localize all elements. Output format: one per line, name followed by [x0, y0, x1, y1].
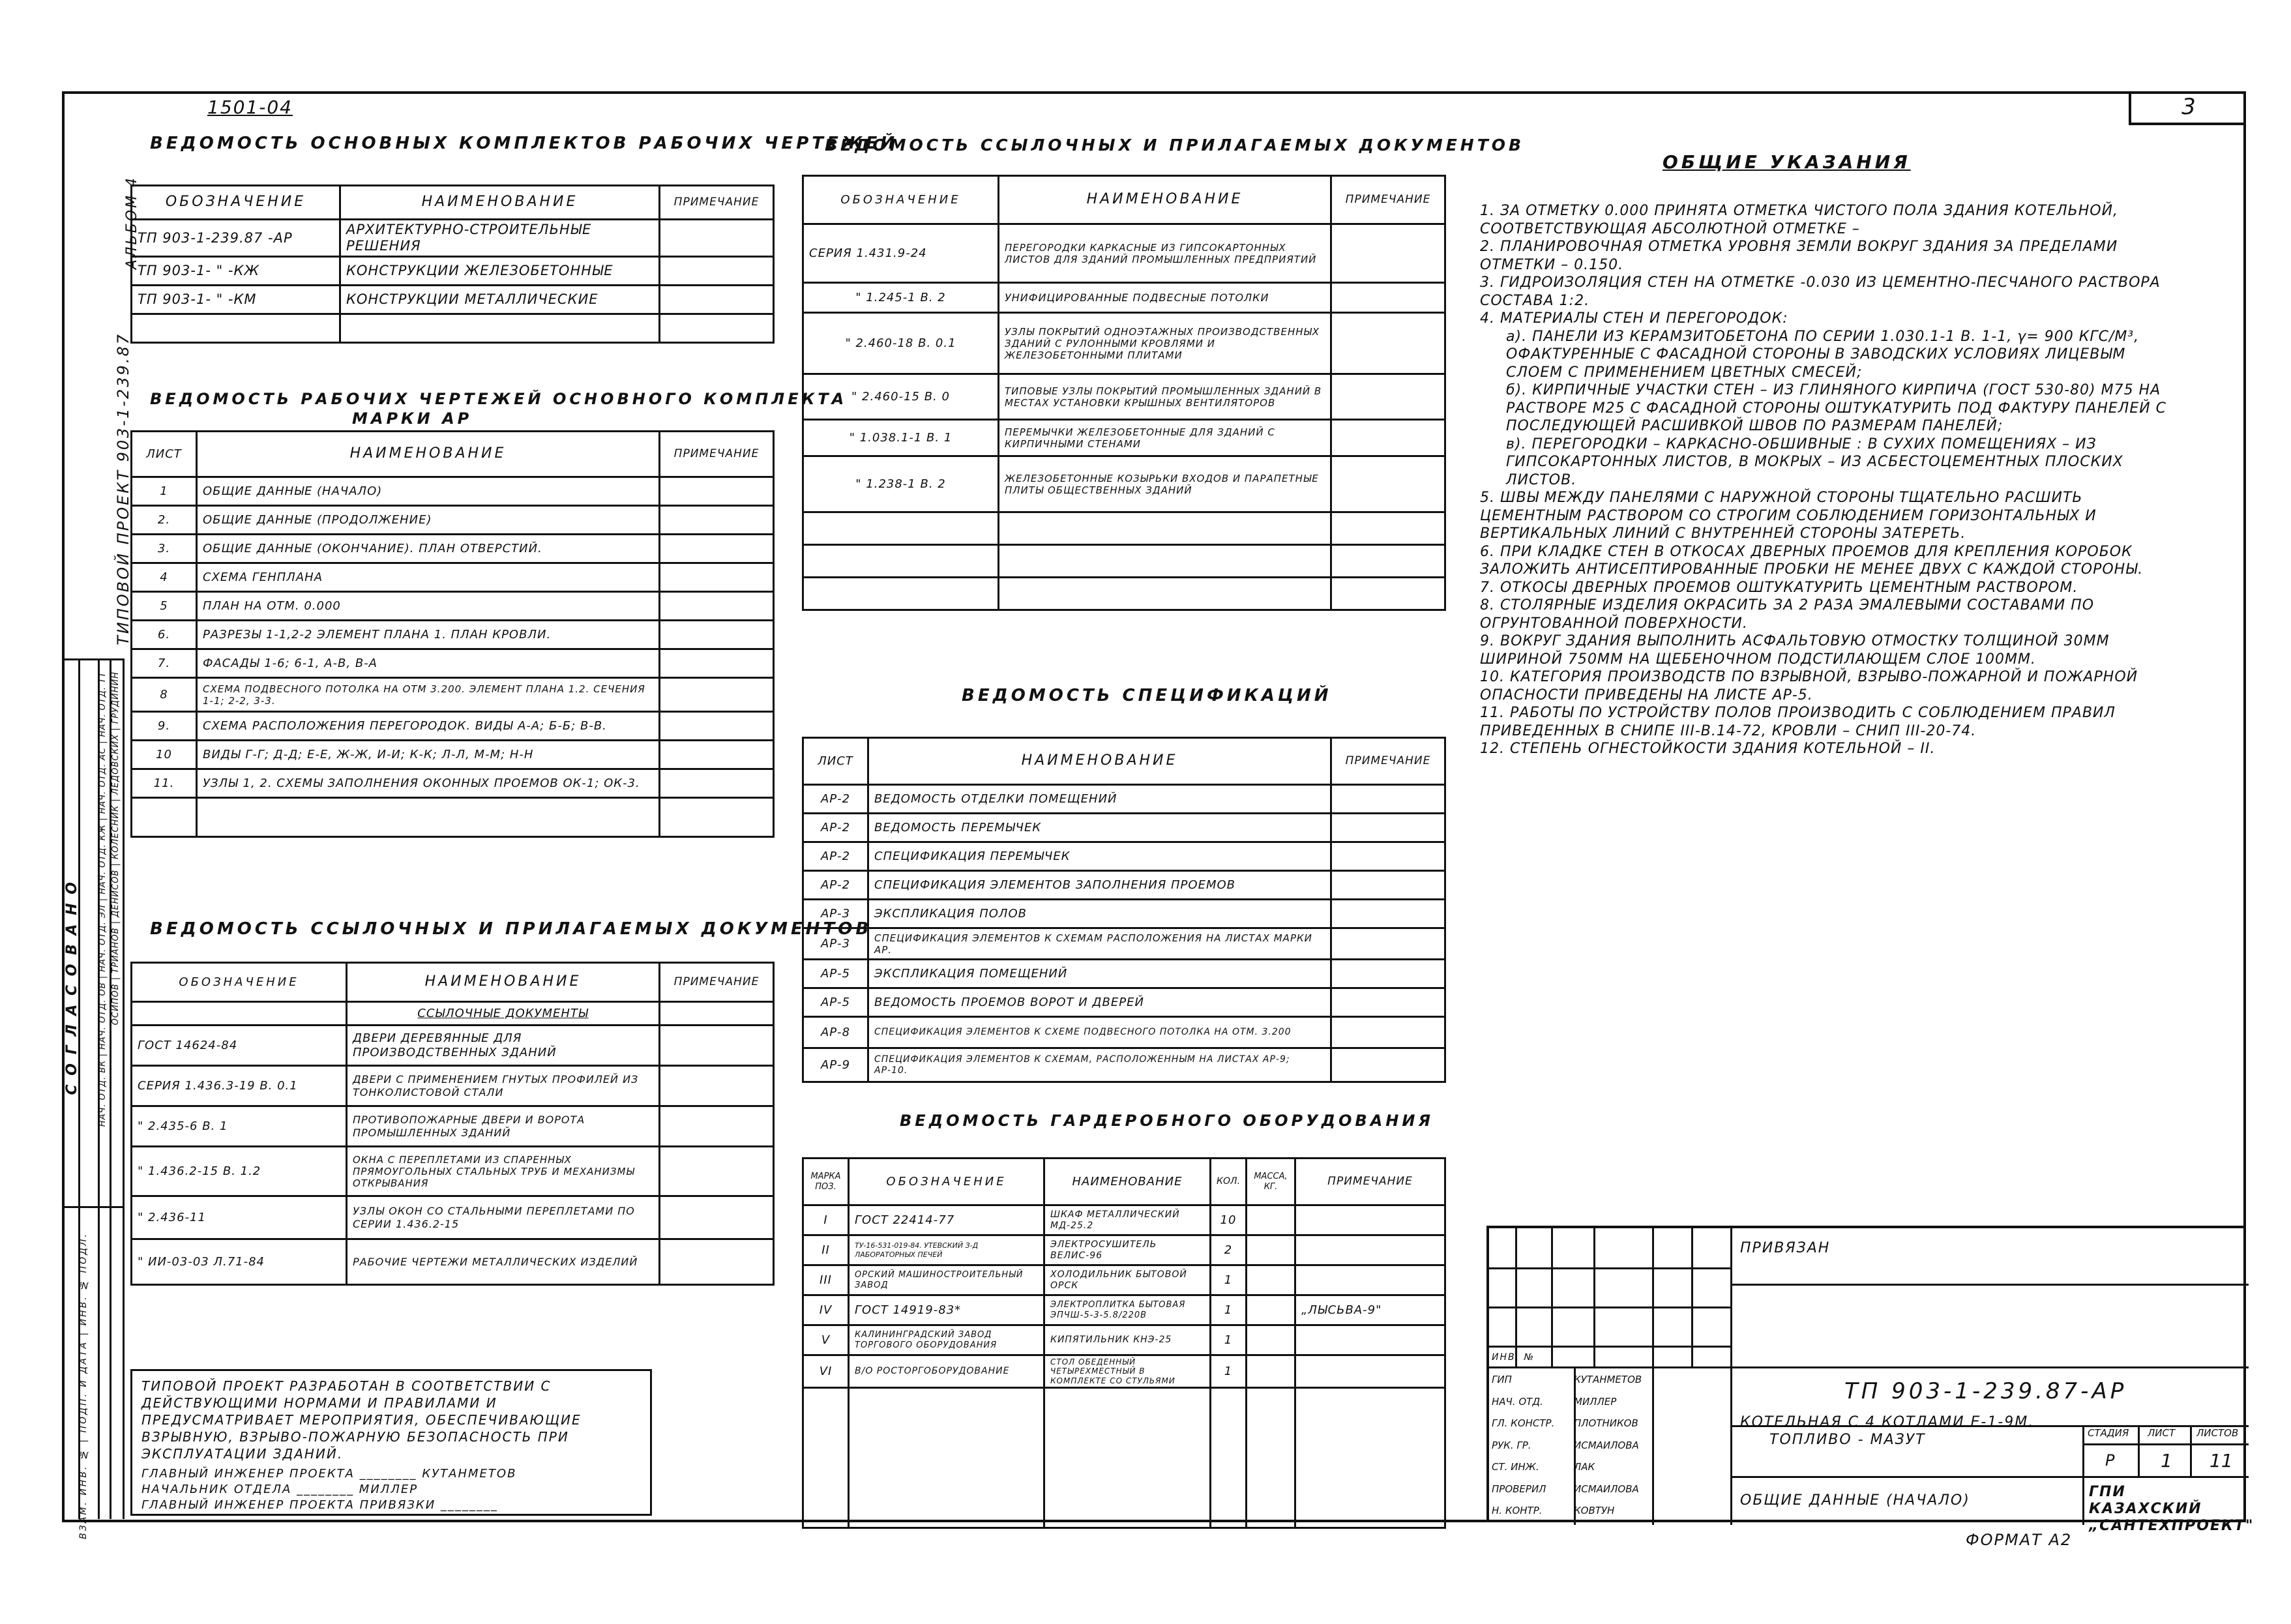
col-name: НАИМЕНОВАНИЕ: [340, 186, 660, 220]
table-row: 9. СХЕМА РАСПОЛОЖЕНИЯ ПЕРЕГОРОДОК. ВИДЫ А-А; Б-Б; В-В.: [132, 712, 774, 741]
table-row: 4 СХЕМА ГЕНПЛАНА: [132, 563, 774, 592]
table-row: [803, 578, 1445, 610]
organization: ГПИ КАЗАХСКИЙ „САНТЕХПРОЕКТ": [2089, 1484, 2254, 1534]
table-row: " 2.435-6 В. 1 ПРОТИВОПОЖАРНЫЕ ДВЕРИ И ВОРОТА ПРОМЫШЛЕННЫХ ЗДАНИЙ: [132, 1106, 774, 1147]
table-row: АР-2 СПЕЦИФИКАЦИЯ ПЕРЕМЫЧЕК: [803, 842, 1445, 871]
main-sets-table: [130, 185, 775, 344]
ref-left-table: ОБОЗНАЧЕНИЕ НАИМЕНОВАНИЕ ПРИМЕЧАНИЕ ССЫЛОЧНЫЕ ДОКУМЕНТЫ ГОСТ 14624-84 ДВЕРИ ДЕРЕВЯННЫЕ ДЛЯ ПРОИЗВОДСТВЕННЫХ ЗДАНИЙ СЕРИЯ 1.436.3-19 В. 0.1 ДВЕРИ С ПРИМЕНЕНИЕМ ГНУТЫХ ПРОФИЛЕЙ ИЗ ТОНКОЛИСТОВОЙ СТАЛИ " 2.435-6 В. 1 ПРОТИВОПОЖАРНЫЕ ДВЕРИ И ВОРОТА ПРОМЫШЛЕННЫХ ЗДАНИЙ " 1.436.2-15 В. 1.2 ОКНА С ПЕРЕПЛЕТАМИ ИЗ СПАРЕННЫХ ПРЯМОУГОЛЬНЫХ СТАЛЬНЫХ ТРУБ И МЕХАНИЗМЫ ОТКРЫВАНИЯ " 2.436-11 УЗЛЫ ОКОН СО СТАЛЬНЫМИ ПЕРЕПЛЕТАМИ ПО СЕРИИ 1.436.2-15 " ИИ-03-03 Л.71-84 РАБОЧИЕ ЧЕРТЕЖИ МЕТАЛЛИЧЕСКИХ ИЗДЕЛИЙ: [130, 962, 775, 1286]
table-row: V КАЛИНИНГРАДСКИЙ ЗАВОД ТОРГОВОГО ОБОРУДОВАНИЯ КИПЯТИЛЬНИК КНЭ-25 1: [803, 1325, 1445, 1355]
staff-list: ГИП КУТАНМЕТОВ НАЧ. ОТД. МИЛЛЕР ГЛ. КОНСТР. ПЛОТНИКОВ РУК. ГР. ИСМАИЛОВА СТ. ИНЖ. ЛАК ПРОВЕРИЛ ИСМАИЛОВА Н. КОНТР. КОВТУН: [1492, 1374, 1642, 1516]
table-row: АР-2 ВЕДОМОСТЬ ПЕРЕМЫЧЕК: [803, 814, 1445, 842]
table-row: 5 ПЛАН НА ОТМ. 0.000: [132, 592, 774, 621]
attach-label: ПРИВЯЗАН: [1740, 1240, 1831, 1256]
page-number: 3: [2181, 94, 2196, 120]
sheet-value: 1: [2161, 1450, 2172, 1471]
agreed-label: С О Г Л А С О В А Н О: [64, 880, 80, 1095]
table-row: АР-8 СПЕЦИФИКАЦИЯ ЭЛЕМЕНТОВ К СХЕМЕ ПОДВЕСНОГО ПОТОЛКА НА ОТМ. 3.200: [803, 1017, 1445, 1048]
table-row: СЕРИЯ 1.431.9-24 ПЕРЕГОРОДКИ КАРКАСНЫЕ ИЗ ГИПСОКАРТОННЫХ ЛИСТОВ ДЛЯ ЗДАНИЙ ПРОМЫШЛЕННЫХ ПРЕДПРИЯТИЙ: [803, 224, 1445, 283]
note-item: 11. РАБОТЫ ПО УСТРОЙСТВУ ПОЛОВ ПРОИЗВОДИТЬ С СОБЛЮДЕНИЕМ ПРАВИЛ ПРИВЕДЕННЫХ В СНИПЕ III-В.14-72, КРОВЛИ – СНИП III-20-74.: [1480, 705, 2121, 739]
sheets-label: ЛИСТОВ: [2196, 1427, 2239, 1439]
note-item: 6. ПРИ КЛАДКЕ СТЕН В ОТКОСАХ ДВЕРНЫХ ПРОЕМОВ ДЛЯ КРЕПЛЕНИЯ КОРОБОК ЗАЛОЖИТЬ АНТИСЕПТИРОВАННЫЕ ПРОБКИ НЕ МЕНЕЕ ДВУХ С КАЖДОЙ СТОРОНЫ.: [1480, 543, 2144, 578]
sheet-name: ОБЩИЕ ДАННЫЕ (НАЧАЛО): [1740, 1492, 1970, 1509]
table-row: " 1.436.2-15 В. 1.2 ОКНА С ПЕРЕПЛЕТАМИ ИЗ СПАРЕННЫХ ПРЯМОУГОЛЬНЫХ СТАЛЬНЫХ ТРУБ И МЕХАНИЗМЫ ОТКРЫВАНИЯ: [132, 1147, 774, 1196]
stamp-labels: ВЗАМ. ИНВ. № | ПОДП. И ДАТА | ИНВ. № ПОДЛ.: [78, 1232, 89, 1539]
sheet-label: ЛИСТ: [2148, 1427, 2176, 1439]
agreement-names: ОСИПОВ | ТРИАНОВ | ДЕНИСОВ | КОЛЕСНИК | ЛЕДОВСКИХ | ГРУДИНИН: [111, 672, 121, 1026]
table-row: ТП 903-1-239.87 -АР АРХИТЕКТУРНО-СТРОИТЕЛЬНЫЕ РЕШЕНИЯ: [132, 220, 774, 257]
album-label: АЛЬБОМ 4: [124, 176, 140, 270]
ref-right-table: ОБОЗНАЧЕНИЕ НАИМЕНОВАНИЕ ПРИМЕЧАНИЕ СЕРИЯ 1.431.9-24 ПЕРЕГОРОДКИ КАРКАСНЫЕ ИЗ ГИПСОКАРТОННЫХ ЛИСТОВ ДЛЯ ЗДАНИЙ ПРОМЫШЛЕННЫХ ПРЕДПРИЯТИЙ " 1.245-1 В. 2 УНИФИЦИРОВАННЫЕ ПОДВЕСНЫЕ ПОТОЛКИ " 2.460-18 В. 0.1 УЗЛЫ ПОКРЫТИЙ ОДНОЭТАЖНЫХ ПРОИЗВОДСТВЕННЫХ ЗДАНИЙ С РУЛОННЫМИ КРОВЛЯМИ И ЖЕЛЕЗОБЕТОННЫМИ ПЛИТАМИ " 2.460-15 В. 0 ТИПОВЫЕ УЗЛЫ ПОКРЫТИЙ ПРОМЫШЛЕННЫХ ЗДАНИЙ В МЕСТАХ УСТАНОВКИ КРЫШНЫХ ВЕНТИЛЯТОРОВ " 1.038.1-1 В. 1 ПЕРЕМЫЧКИ ЖЕЛЕЗОБЕТОННЫЕ ДЛЯ ЗДАНИЙ С КИРПИЧНЫМИ СТЕНАМИ " 1.238-1 В. 2 ЖЕЛЕЗОБЕТОННЫЕ КОЗЫРЬКИ ВХОДОВ И ПАРАПЕТНЫЕ ПЛИТЫ ОБЩЕСТВЕННЫХ ЗДАНИЙ: [802, 175, 1446, 611]
note-item: 12. СТЕПЕНЬ ОГНЕСТОЙКОСТИ ЗДАНИЯ КОТЕЛЬНОЙ – II.: [1480, 741, 1936, 757]
note-item: б). КИРПИЧНЫЕ УЧАСТКИ СТЕН – ИЗ ГЛИНЯНОГО КИРПИЧА (ГОСТ 530-80) М75 НА РАСТВОРЕ М25 С ФАСАДНОЙ СТОРОНЫ ОШТУКАТУРИТЬ ПОД ФАКТУРУ ПАНЕЛЕЙ С ПОСЛЕДУЮЩЕЙ РАСШИВКОЙ ШВОВ ПО РАЗМЕРАМ ПАНЕЛЕЙ;: [1506, 382, 2172, 434]
specs-table: ЛИСТ НАИМЕНОВАНИЕ ПРИМЕЧАНИЕ АР-2 ВЕДОМОСТЬ ОТДЕЛКИ ПОМЕЩЕНИЙ АР-2 ВЕДОМОСТЬ ПЕРЕМЫЧЕК АР-2 СПЕЦИФИКАЦИЯ ПЕРЕМЫЧЕК АР-2 СПЕЦИФИКАЦИЯ ЭЛЕМЕНТОВ ЗАПОЛНЕНИЯ ПРОЕМОВ АР-3 ЭКСПЛИКАЦИЯ ПОЛОВ АР-3 СПЕЦИФИКАЦИЯ ЭЛЕМЕНТОВ К СХЕМАМ РАСПОЛОЖЕНИЯ НА ЛИСТАХ МАРКИ АР. АР-5 ЭКСПЛИКАЦИЯ ПОМЕЩЕНИЙ АР-5 ВЕДОМОСТЬ ПРОЕМОВ ВОРОТ И ДВЕРЕЙ АР-8 СПЕЦИФИКАЦИЯ ЭЛЕМЕНТОВ К СХЕМЕ ПОДВЕСНОГО ПОТОЛКА НА ОТМ. 3.200 АР-9 СПЕЦИФИКАЦИЯ ЭЛЕМЕНТОВ К СХЕМАМ, РАСПОЛОЖЕННЫМ НА ЛИСТАХ АР-9; АР-10.: [802, 737, 1446, 1083]
sheets-value: 11: [2210, 1450, 2233, 1471]
signer-row: ГЛАВНЫЙ ИНЖЕНЕР ПРОЕКТА ПРИВЯЗКИ ________: [141, 1498, 498, 1512]
col-note: ПРИМЕЧАНИЕ: [660, 186, 774, 220]
note-item: 2. ПЛАНИРОВОЧНАЯ ОТМЕТКА УРОВНЯ ЗЕМЛИ ВОКРУГ ЗДАНИЯ ЗА ПРЕДЕЛАМИ ОТМЕТКИ – 0.150.: [1480, 239, 2123, 273]
agreement-strip: [64, 658, 125, 1539]
table-row: [803, 512, 1445, 545]
page-number-box: [2129, 91, 2246, 125]
notes-title: ОБЩИЕ УКАЗАНИЯ: [1663, 151, 1911, 173]
table-row: 8 СХЕМА ПОДВЕСНОГО ПОТОЛКА НА ОТМ 3.200. ЭЛЕМЕНТ ПЛАНА 1.2. СЕЧЕНИЯ 1-1; 2-2, 3-3.: [132, 678, 774, 712]
table-row: IV ГОСТ 14919-83* ЭЛЕКТРОПЛИТКА БЫТОВАЯ ЭПЧШ-5-3-5.8/220В 1 „ЛЫСЬВА-9": [803, 1295, 1445, 1325]
note-item: 4. МАТЕРИАЛЫ СТЕН И ПЕРЕГОРОДОК:: [1480, 310, 1788, 327]
table-row: ГОСТ 14624-84 ДВЕРИ ДЕРЕВЯННЫЕ ДЛЯ ПРОИЗВОДСТВЕННЫХ ЗДАНИЙ: [132, 1026, 774, 1066]
table-row: " 1.038.1-1 В. 1 ПЕРЕМЫЧКИ ЖЕЛЕЗОБЕТОННЫЕ ДЛЯ ЗДАНИЙ С КИРПИЧНЫМИ СТЕНАМИ: [803, 420, 1445, 456]
table-row: АР-2 СПЕЦИФИКАЦИЯ ЭЛЕМЕНТОВ ЗАПОЛНЕНИЯ ПРОЕМОВ: [803, 871, 1445, 900]
table-row: [803, 545, 1445, 578]
table-row: СЕРИЯ 1.436.3-19 В. 0.1 ДВЕРИ С ПРИМЕНЕНИЕМ ГНУТЫХ ПРОФИЛЕЙ ИЗ ТОНКОЛИСТОВОЙ СТАЛИ: [132, 1066, 774, 1106]
table-row: 10 ВИДЫ Г-Г; Д-Д; Е-Е, Ж-Ж, И-И; К-К; Л-Л, М-М; Н-Н: [132, 741, 774, 769]
document-number: ТП 903-1-239.87-АР: [1844, 1378, 2127, 1404]
note-item: 10. КАТЕГОРИЯ ПРОИЗВОДСТВ ПО ВЗРЫВНОЙ, ВЗРЫВО-ПОЖАРНОЙ И ПОЖАРНОЙ ОПАСНОСТИ ПРИВЕДЕНЫ НА ЛИСТЕ АР-5.: [1480, 669, 2144, 703]
object-name: КОТЕЛЬНАЯ С 4 КОТЛАМИ Е-1-9М.: [1740, 1414, 2035, 1430]
note-item: 9. ВОКРУГ ЗДАНИЯ ВЫПОЛНИТЬ АСФАЛЬТОВУЮ ОТМОСТКУ ТОЛЩИНОЙ 30ММ ШИРИНОЙ 750ММ НА ЩЕБЕНОЧНОМ ПОДСТИЛАЮЩЕМ СЛОЕ 100ММ.: [1480, 633, 2115, 668]
general-notes: [1480, 202, 2171, 758]
title-block: [1486, 1226, 2254, 1534]
table-row: 11. УЗЛЫ 1, 2. СХЕМЫ ЗАПОЛНЕНИЯ ОКОННЫХ ПРОЕМОВ ОК-1; ОК-3.: [132, 769, 774, 798]
table-row: 6. РАЗРЕЗЫ 1-1,2-2 ЭЛЕМЕНТ ПЛАНА 1. ПЛАН КРОВЛИ.: [132, 621, 774, 649]
table-row: АР-5 ЭКСПЛИКАЦИЯ ПОМЕЩЕНИЙ: [803, 960, 1445, 988]
doc-code: 1501-04: [207, 96, 293, 118]
col-designation: ОБОЗНАЧЕНИЕ: [132, 186, 340, 220]
table-row: " 2.460-15 В. 0 ТИПОВЫЕ УЗЛЫ ПОКРЫТИЙ ПРОМЫШЛЕННЫХ ЗДАНИЙ В МЕСТАХ УСТАНОВКИ КРЫШНЫХ ВЕНТИЛЯТОРОВ: [803, 374, 1445, 420]
table-row: 7. ФАСАДЫ 1-6; 6-1, А-В, В-А: [132, 649, 774, 678]
format-label: ФОРМАТ А2: [1966, 1531, 2073, 1549]
note-item: 8. СТОЛЯРНЫЕ ИЗДЕЛИЯ ОКРАСИТЬ ЗА 2 РАЗА ЭМАЛЕВЫМИ СОСТАВАМИ ПО ОГРУНТОВАННОЙ ПОВЕРХНОСТИ.: [1480, 597, 2100, 632]
table-row: 2. ОБЩИЕ ДАННЫЕ (ПРОДОЛЖЕНИЕ): [132, 506, 774, 535]
note-item: в). ПЕРЕГОРОДКИ – КАРКАСНО-ОБШИВНЫЕ : В СУХИХ ПОМЕЩЕНИЯХ – ИЗ ГИПСОКАРТОННЫХ ЛИСТОВ, В МОКРЫХ – ИЗ АСБЕСТОЦЕМЕНТНЫХ ПЛОСКИХ ЛИСТОВ.: [1506, 436, 2129, 488]
drawings-title: ВЕДОМОСТЬ РАБОЧИХ ЧЕРТЕЖЕЙ ОСНОВНОГО КОМПЛЕКТА: [150, 390, 848, 408]
table-row: АР-3 СПЕЦИФИКАЦИЯ ЭЛЕМЕНТОВ К СХЕМАМ РАСПОЛОЖЕНИЯ НА ЛИСТАХ МАРКИ АР.: [803, 928, 1445, 960]
wardrobe-title: ВЕДОМОСТЬ ГАРДЕРОБНОГО ОБОРУДОВАНИЯ: [900, 1112, 1434, 1130]
table-row: [132, 314, 774, 343]
table-row: " 1.245-1 В. 2 УНИФИЦИРОВАННЫЕ ПОДВЕСНЫЕ ПОТОЛКИ: [803, 283, 1445, 313]
declaration-box: [130, 1369, 652, 1516]
table-row: " 2.436-11 УЗЛЫ ОКОН СО СТАЛЬНЫМИ ПЕРЕПЛЕТАМИ ПО СЕРИИ 1.436.2-15: [132, 1196, 774, 1239]
signer-row: НАЧАЛЬНИК ОТДЕЛА ________ МИЛЛЕР: [141, 1483, 419, 1496]
ref-left-title: ВЕДОМОСТЬ ССЫЛОЧНЫХ И ПРИЛАГАЕМЫХ ДОКУМЕНТОВ: [150, 919, 872, 939]
stage-value: Р: [2105, 1451, 2115, 1469]
table-row: ТП 903-1- " -КМ КОНСТРУКЦИИ МЕТАЛЛИЧЕСКИЕ: [132, 286, 774, 314]
agreement-roles: НАЧ. ОТД. ВК | НАЧ. ОТД. ОВ | НАЧ. ОТД. ЭЛ | НАЧ. ОТД. КЖ | НАЧ. ОТД. АС | НАЧ. ОТД. ТТ: [98, 672, 108, 1127]
table-row: 1 ОБЩИЕ ДАННЫЕ (НАЧАЛО): [132, 477, 774, 506]
table-row: I ГОСТ 22414-77 ШКАФ МЕТАЛЛИЧЕСКИЙ МД-25.2 10: [803, 1205, 1445, 1235]
stage-label: СТАДИЯ: [2088, 1427, 2129, 1439]
table-row: 3. ОБЩИЕ ДАННЫЕ (ОКОНЧАНИЕ). ПЛАН ОТВЕРСТИЙ.: [132, 535, 774, 563]
ref-section-label: ССЫЛОЧНЫЕ ДОКУМЕНТЫ: [347, 1002, 660, 1026]
note-item: 1. ЗА ОТМЕТКУ 0.000 ПРИНЯТА ОТМЕТКА ЧИСТОГО ПОЛА ЗДАНИЯ КОТЕЛЬНОЙ, СООТВЕТСТВУЮЩАЯ АБСОЛЮТНОЙ ОТМЕТКЕ –: [1480, 203, 2124, 237]
ref-right-title: ВЕДОМОСТЬ ССЫЛОЧНЫХ И ПРИЛАГАЕМЫХ ДОКУМЕНТОВ: [825, 136, 1525, 155]
table-row: II ТУ-16-531-019-84. УТЕВСКИЙ З-Д ЛАБОРАТОРНЫХ ПЕЧЕЙ ЭЛЕКТРОСУШИТЕЛЬ ВЕЛИС-96 2: [803, 1235, 1445, 1265]
table-row: ТП 903-1- " -КЖ КОНСТРУКЦИИ ЖЕЛЕЗОБЕТОННЫЕ: [132, 257, 774, 286]
table-row: АР-2 ВЕДОМОСТЬ ОТДЕЛКИ ПОМЕЩЕНИЙ: [803, 785, 1445, 814]
table-row: " 2.460-18 В. 0.1 УЗЛЫ ПОКРЫТИЙ ОДНОЭТАЖНЫХ ПРОИЗВОДСТВЕННЫХ ЗДАНИЙ С РУЛОННЫМИ КРОВЛЯМИ И ЖЕЛЕЗОБЕТОННЫМИ ПЛИТАМИ: [803, 313, 1445, 374]
project-code-vertical: ТИПОВОЙ ПРОЕКТ 903-1-239.87: [114, 332, 132, 645]
main-sets-title: ВЕДОМОСТЬ ОСНОВНЫХ КОМПЛЕКТОВ РАБОЧИХ ЧЕРТЕЖЕЙ: [150, 134, 898, 153]
note-item: а). ПАНЕЛИ ИЗ КЕРАМЗИТОБЕТОНА ПО СЕРИИ 1.030.1-1 В. 1-1, γ= 900 КГС/М³, ОФАКТУРЕННЫЕ С ФАСАДНОЙ СТОРОНЫ В ЗАВОДСКИХ УСЛОВИЯХ ЛИЦЕВЫМ СЛОЕМ С ПРИМЕНЕНИЕМ ЦВЕТНЫХ СМЕСЕЙ;: [1506, 328, 2145, 381]
note-item: 5. ШВЫ МЕЖДУ ПАНЕЛЯМИ С НАРУЖНОЙ СТОРОНЫ ТЩАТЕЛЬНО РАСШИТЬ ЦЕМЕНТНЫМ РАСТВОРОМ СО СТРОГИМ СОБЛЮДЕНИЕМ ГОРИЗОНТАЛЬНЫХ И ВЕРТИКАЛЬНЫХ ЛИНИЙ С ВНУТРЕННЕЙ СТОРОНЫ ЗАТЕРЕТЬ.: [1480, 490, 2102, 542]
specs-title: ВЕДОМОСТЬ СПЕЦИФИКАЦИЙ: [962, 686, 1332, 705]
table-row: " ИИ-03-03 Л.71-84 РАБОЧИЕ ЧЕРТЕЖИ МЕТАЛЛИЧЕСКИХ ИЗДЕЛИЙ: [132, 1239, 774, 1285]
drawings-table: ЛИСТ НАИМЕНОВАНИЕ ПРИМЕЧАНИЕ 1 ОБЩИЕ ДАННЫЕ (НАЧАЛО) 2. ОБЩИЕ ДАННЫЕ (ПРОДОЛЖЕНИЕ) 3. ОБЩИЕ ДАННЫЕ (ОКОНЧАНИЕ). ПЛАН ОТВЕРСТИЙ. 4 СХЕМА ГЕНПЛАНА 5 ПЛАН НА ОТМ. 0.000 6. РАЗРЕЗЫ 1-1,2-2 ЭЛЕМЕНТ ПЛАНА 1. ПЛАН КРОВЛИ. 7. ФАСАДЫ 1-6; 6-1, А-В, В-А 8 СХЕМА ПОДВЕСНОГО ПОТОЛКА НА ОТМ 3.200. ЭЛЕМЕНТ ПЛАНА 1.2. СЕЧЕНИЯ 1-1; 2-2, 3-3. 9. СХЕМА РАСПОЛОЖЕНИЯ ПЕРЕГОРОДОК. ВИДЫ А-А; Б-Б; В-В. 10 ВИДЫ Г-Г; Д-Д; Е-Е, Ж-Ж, И-И; К-К; Л-Л, М-М; Н-Н 11. УЗЛЫ 1, 2. СХЕМЫ ЗАПОЛНЕНИЯ ОКОННЫХ ПРОЕМОВ ОК-1; ОК-3.: [130, 430, 775, 838]
table-row: " 1.238-1 В. 2 ЖЕЛЕЗОБЕТОННЫЕ КОЗЫРЬКИ ВХОДОВ И ПАРАПЕТНЫЕ ПЛИТЫ ОБЩЕСТВЕННЫХ ЗДАНИЙ: [803, 456, 1445, 512]
table-row: [803, 1388, 1445, 1528]
table-row: АР-9 СПЕЦИФИКАЦИЯ ЭЛЕМЕНТОВ К СХЕМАМ, РАСПОЛОЖЕННЫМ НА ЛИСТАХ АР-9; АР-10.: [803, 1048, 1445, 1082]
note-item: 3. ГИДРОИЗОЛЯЦИЯ СТЕН НА ОТМЕТКЕ -0.030 ИЗ ЦЕМЕНТНО-ПЕСЧАНОГО РАСТВОРА СОСТАВА 1:2.: [1480, 274, 2166, 309]
table-row: АР-3 ЭКСПЛИКАЦИЯ ПОЛОВ: [803, 900, 1445, 928]
table-row: [132, 798, 774, 837]
drawings-subtitle: МАРКИ АР: [352, 409, 473, 428]
table-row: III ОРСКИЙ МАШИНОСТРОИТЕЛЬНЫЙ ЗАВОД ХОЛОДИЛЬНИК БЫТОВОЙ ОРСК 1: [803, 1265, 1445, 1295]
inventory-label: ИНВ. №: [1492, 1352, 1535, 1363]
fuel-type: ТОПЛИВО - МАЗУТ: [1769, 1432, 1926, 1448]
table-row: VI В/О РОСТОРГОБОРУДОВАНИЕ СТОЛ ОБЕДЕННЫЙ ЧЕТЫРЕХМЕСТНЫЙ В КОМПЛЕКТЕ СО СТУЛЬЯМИ 1: [803, 1355, 1445, 1388]
wardrobe-table: МАРКА ПОЗ. ОБОЗНАЧЕНИЕ НАИМЕНОВАНИЕ КОЛ. МАССА, КГ. ПРИМЕЧАНИЕ I ГОСТ 22414-77 ШКАФ МЕТАЛЛИЧЕСКИЙ МД-25.2 10 II ТУ-16-531-019-84. УТЕВСКИЙ З-Д ЛАБОРАТОРНЫХ ПЕЧЕЙ ЭЛЕКТРОСУШИТЕЛЬ ВЕЛИС-96 2 III ОРСКИЙ МАШИНОСТРОИТЕЛЬНЫЙ ЗАВОД ХОЛОДИЛЬНИК БЫТОВОЙ ОРСК 1 IV ГОСТ 14919-83* ЭЛЕКТРОПЛИТКА БЫТОВАЯ ЭПЧШ-5-3-5.8/220В 1 „ЛЫСЬВА-9" V КАЛИНИНГРАДСКИЙ ЗАВОД ТОРГОВОГО ОБОРУДОВАНИЯ КИПЯТИЛЬНИК КНЭ-25 1 VI В/О РОСТОРГОБОРУДОВАНИЕ СТОЛ ОБЕДЕННЫЙ ЧЕТЫРЕХМЕСТНЫЙ В КОМПЛЕКТЕ СО СТУЛЬЯМИ 1: [802, 1157, 1446, 1529]
note-item: 7. ОТКОСЫ ДВЕРНЫХ ПРОЕМОВ ОШТУКАТУРИТЬ ЦЕМЕНТНЫМ РАСТВОРОМ.: [1480, 579, 2078, 596]
table-row: АР-5 ВЕДОМОСТЬ ПРОЕМОВ ВОРОТ И ДВЕРЕЙ: [803, 988, 1445, 1017]
declaration-text: ТИПОВОЙ ПРОЕКТ РАЗРАБОТАН В СООТВЕТСТВИИ С ДЕЙСТВУЮЩИМИ НОРМАМИ И ПРАВИЛАМИ И ПРЕДУСМАТРИВАЕТ МЕРОПРИЯТИЯ, ОБЕСПЕЧИВАЮЩИЕ ВЗРЫВНУЮ, ВЗРЫВО-ПОЖАРНУЮ БЕЗОПАСНОСТЬ ПРИ ЭКСПЛУАТАЦИИ ЗДАНИЙ.: [141, 1378, 582, 1462]
signer-row: ГЛАВНЫЙ ИНЖЕНЕР ПРОЕКТА ________ КУТАНМЕТОВ: [141, 1467, 517, 1481]
